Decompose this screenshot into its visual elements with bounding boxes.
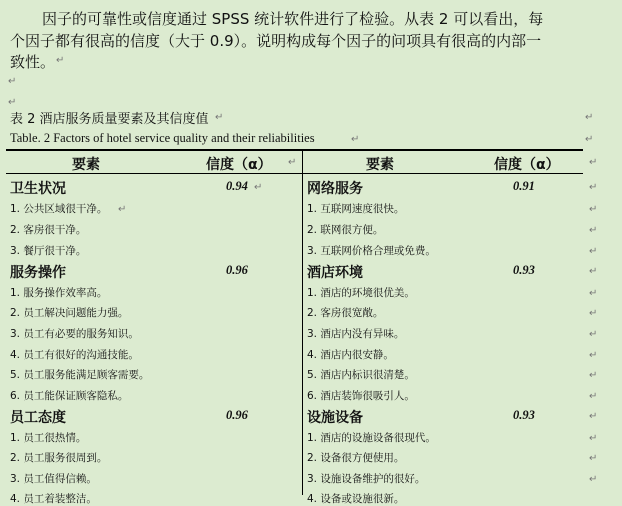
paragraph-line-2: 个因子都有很高的信度（大于 0.9）。说明构成每个因子的问项具有很高的内部一 (10, 32, 542, 50)
row-end-mark: ↵ (589, 370, 598, 381)
paragraph-mark: ↵ (8, 76, 17, 87)
factor-item: 3. 酒店内没有异味。 (307, 328, 405, 340)
paragraph-mark: ↵ (351, 134, 360, 145)
row-end-mark: ↵ (589, 288, 598, 299)
row-end-mark: ↵ (589, 474, 598, 485)
factor-name: 员工态度 (10, 410, 66, 426)
row-end-mark: ↵ (589, 453, 598, 464)
factor-item: 2. 客房很干净。 (10, 224, 87, 236)
factor-reliability: 0.91 (513, 179, 535, 193)
factor-item: 1. 酒店的设施设备很现代。 (307, 432, 436, 444)
cell-mark: ↵ (254, 182, 263, 193)
factor-item: 4. 员工有很好的沟通技能。 (10, 349, 139, 361)
table-top-rule (6, 149, 583, 151)
factor-item: 2. 员工解决问题能力强。 (10, 307, 129, 319)
paragraph-mark: ↵ (585, 134, 594, 145)
factor-reliability: 0.94 (226, 179, 248, 193)
table-caption-zh: 表 2 酒店服务质量要素及其信度值 (10, 112, 209, 127)
factor-item: 3. 员工有必要的服务知识。 (10, 328, 139, 340)
table-column-divider (302, 151, 303, 495)
factor-name: 网络服务 (307, 181, 363, 197)
cell-mark: ↵ (118, 204, 127, 215)
table-caption-en: Table. 2 Factors of hotel service quality and their reliabilities (10, 131, 315, 145)
paragraph-mark: ↵ (215, 112, 224, 123)
row-end-mark: ↵ (589, 329, 598, 340)
factor-reliability: 0.96 (226, 263, 248, 277)
factor-item: 2. 客房很宽敞。 (307, 307, 384, 319)
factor-item: 3. 餐厅很干净。 (10, 245, 87, 257)
factor-item: 3. 员工值得信赖。 (10, 473, 97, 485)
row-end-mark: ↵ (589, 246, 598, 257)
factor-item: 4. 员工着装整洁。 (10, 493, 97, 505)
factor-item: 5. 员工服务能满足顾客需要。 (10, 369, 150, 381)
row-end-mark: ↵ (589, 308, 598, 319)
paragraph-mark: ↵ (8, 97, 17, 108)
row-end-mark: ↵ (589, 182, 598, 193)
factor-reliability: 0.93 (513, 263, 535, 277)
row-end-mark: ↵ (589, 350, 598, 361)
factor-name: 服务操作 (10, 265, 66, 281)
factor-item: 4. 酒店内很安静。 (307, 349, 394, 361)
factor-item: 1. 服务操作效率高。 (10, 287, 108, 299)
factor-item: 1. 互联网速度很快。 (307, 203, 405, 215)
paragraph-mark: ↵ (585, 112, 594, 123)
factor-item: 2. 设备很方便使用。 (307, 452, 405, 464)
factor-item: 2. 联网很方便。 (307, 224, 384, 236)
header-factor-right: 要素 (366, 157, 394, 173)
header-reliability-left: 信度（α） (206, 157, 272, 173)
paragraph-line-3: 致性。 (10, 53, 56, 71)
row-end-mark: ↵ (589, 391, 598, 402)
factor-item: 2. 员工服务很周到。 (10, 452, 108, 464)
factor-item: 3. 设施设备维护的很好。 (307, 473, 426, 485)
paragraph-mark: ↵ (56, 55, 65, 66)
factor-name: 酒店环境 (307, 265, 363, 281)
factor-item: 1. 酒店的环境很优美。 (307, 287, 415, 299)
header-reliability-right: 信度（α） (494, 157, 560, 173)
factor-item: 1. 公共区域很干净。 (10, 203, 108, 215)
factor-reliability: 0.96 (226, 408, 248, 422)
factor-name: 设施设备 (307, 410, 363, 426)
header-factor-left: 要素 (72, 157, 100, 173)
factor-reliability: 0.93 (513, 408, 535, 422)
row-end-mark: ↵ (589, 433, 598, 444)
row-end-mark: ↵ (589, 266, 598, 277)
factor-item: 5. 酒店内标识很清楚。 (307, 369, 415, 381)
paragraph-line-1: 因子的可靠性或信度通过 SPSS 统计软件进行了检验。从表 2 可以看出，每 (42, 10, 544, 28)
row-end-mark: ↵ (589, 157, 598, 168)
factor-item: 3. 互联网价格合理或免费。 (307, 245, 436, 257)
factor-name: 卫生状况 (10, 181, 66, 197)
row-end-mark: ↵ (589, 225, 598, 236)
row-end-mark: ↵ (589, 204, 598, 215)
factor-item: 4. 设备或设施很新。 (307, 493, 405, 505)
cell-mark: ↵ (288, 157, 297, 168)
row-end-mark: ↵ (589, 411, 598, 422)
factor-item: 6. 员工能保证顾客隐私。 (10, 390, 129, 402)
factor-item: 6. 酒店装饰很吸引人。 (307, 390, 415, 402)
factor-item: 1. 员工很热情。 (10, 432, 87, 444)
